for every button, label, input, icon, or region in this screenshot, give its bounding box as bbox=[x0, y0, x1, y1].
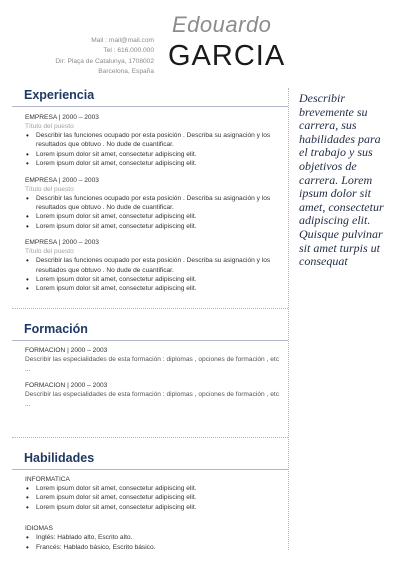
skills-informatica-list bbox=[25, 484, 280, 512]
education-entry bbox=[25, 381, 280, 410]
first-name: Edouardo bbox=[172, 12, 272, 37]
list-item: • Lorem ipsum dolor sit amet, consectetur adipiscing elit. bbox=[36, 484, 280, 493]
section-title-formacion: Formación bbox=[12, 322, 288, 341]
education-desc: Describir las especialidades de esta formación : diplomas , opciones de formación , etc ... bbox=[25, 356, 279, 373]
list-item: • Lorem ipsum dolor sit amet, consectetur adipiscing elit. bbox=[36, 212, 280, 221]
education-head: FORMACION | 2000 – 2003 bbox=[25, 382, 108, 389]
list-item: • Lorem ipsum dolor sit amet, consectetur adipiscing elit. bbox=[36, 493, 280, 502]
main-column bbox=[12, 88, 288, 552]
section-formacion bbox=[12, 309, 288, 438]
experience-entry bbox=[25, 113, 280, 169]
list-item: • Lorem ipsum dolor sit amet, consectetur adipiscing elit. bbox=[36, 284, 280, 293]
experience-bullets bbox=[25, 194, 280, 232]
list-item: • Inglés: Hablado alto, Escrito alto. bbox=[36, 533, 280, 542]
experience-entry bbox=[25, 238, 280, 294]
list-item: • Francés: Hablado básico, Escrito básico. bbox=[36, 543, 280, 552]
career-summary: Describir brevemente su carrera, sus habilidades para el trabajo y sus objetivos de carrera. Lorem ipsum dolor sit amet, consectetur adipiscing elit. Quisque pulvinar sit amet turpis ut consequat bbox=[299, 91, 384, 269]
experience-role: Título del puesto bbox=[25, 248, 74, 256]
skills-informatica-label: INFORMATICA bbox=[25, 476, 70, 483]
section-experiencia bbox=[12, 88, 288, 309]
contact-email: Mail : mail@mail.com bbox=[91, 37, 154, 44]
list-item: • Describir las funciones ocupado por esta posición . Describa su asignación y los resultados que obtuvo . No dude de cuantificar. bbox=[36, 131, 280, 150]
list-item: • Lorem ipsum dolor sit amet, consectetur adipiscing elit. bbox=[36, 275, 280, 284]
last-name: GARCIA bbox=[168, 40, 286, 72]
section-title-experiencia: Experiencia bbox=[12, 88, 288, 107]
contact-address: Dir: Plaça de Catalunya, 1708002 bbox=[55, 57, 154, 65]
experience-company: EMPRESA | 2000 – 2003 bbox=[25, 239, 99, 247]
education-head: FORMACION | 2000 – 2003 bbox=[25, 347, 108, 354]
experience-bullets bbox=[25, 131, 280, 169]
education-entry bbox=[25, 346, 280, 375]
experience-company: EMPRESA | 2000 – 2003 bbox=[25, 114, 99, 121]
section-title-habilidades: Habilidades bbox=[12, 451, 288, 470]
experience-entry bbox=[25, 176, 280, 232]
list-item: • Lorem ipsum dolor sit amet, consectetur adipiscing elit. bbox=[36, 222, 280, 231]
experience-company: EMPRESA | 2000 – 2003 bbox=[25, 176, 99, 184]
experience-bullets bbox=[25, 256, 280, 294]
list-item: • Lorem ipsum dolor sit amet, consectetur adipiscing elit. bbox=[36, 150, 280, 159]
experience-role: Título del puesto bbox=[25, 123, 74, 130]
contact-block bbox=[20, 36, 154, 77]
list-item: • Describir las funciones ocupado por esta posición . Describa su asignación y los resultados que obtuvo . No dude de cuantificar. bbox=[36, 194, 280, 213]
list-item: • Describir las funciones ocupado por esta posición . Describa su asignación y los resultados que obtuvo . No dude de cuantificar. bbox=[36, 256, 280, 275]
experience-role: Título del puesto bbox=[25, 185, 74, 193]
section-habilidades bbox=[12, 438, 288, 552]
list-item: • Lorem ipsum dolor sit amet, consectetur adipiscing elit. bbox=[36, 159, 280, 168]
contact-phone: Tel : 616.000.000 bbox=[103, 47, 154, 55]
education-desc: Describir las especialidades de esta formación : diplomas , opciones de formación , etc ... bbox=[25, 391, 279, 408]
list-item: • Lorem ipsum dolor sit amet, consectetur adipiscing elit. bbox=[36, 503, 280, 512]
contact-city: Barcelona, España bbox=[98, 67, 154, 75]
sidebar-column bbox=[288, 88, 385, 550]
skills-idiomas-list bbox=[25, 533, 280, 552]
skills-idiomas-label: IDIOMAS bbox=[25, 525, 53, 533]
